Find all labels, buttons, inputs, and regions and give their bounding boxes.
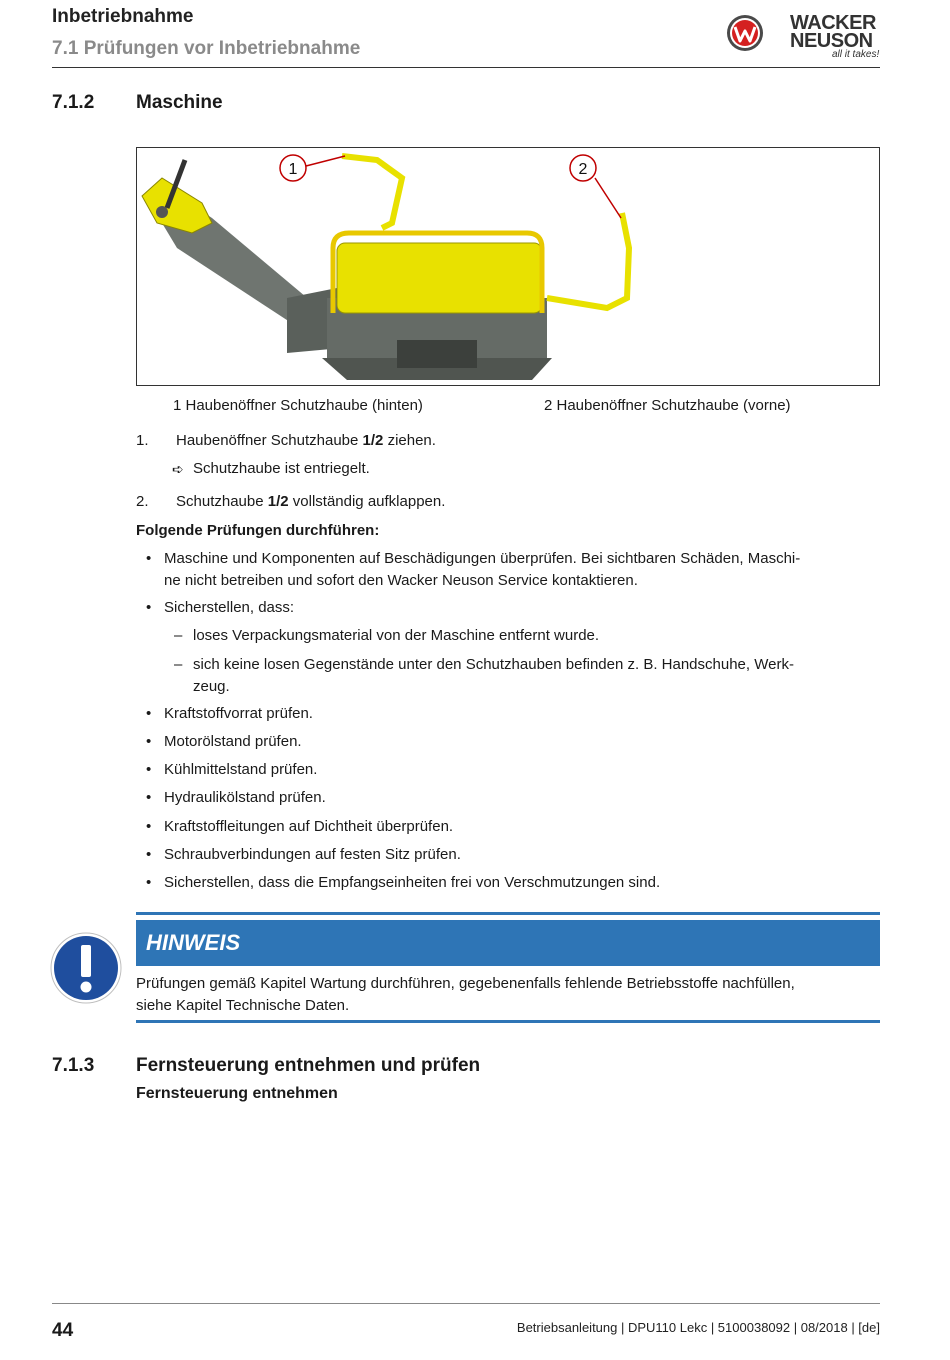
bullet-item-ensure: Sicherstellen, dass: [164, 599, 295, 616]
bullet-item-screws: Schraubverbindungen auf festen Sitz prüfen. [164, 846, 461, 863]
bullet-damage-line-1: Maschine und Komponenten auf Beschädigungen überprüfen. Bei sichtbaren Schäden, Maschi- [164, 550, 801, 567]
machine-illustration [137, 148, 879, 385]
bullet-symbol: • [146, 733, 152, 750]
bullet-item-engine-oil: Motorölstand prüfen. [164, 733, 302, 750]
note-text-line-1: Prüfungen gemäß Kapitel Wartung durchführen, gegebenenfalls fehlende Betriebsstoffe nachfüllen, [136, 975, 795, 992]
figure-caption-2: 2 Haubenöffner Schutzhaube (vorne) [544, 397, 791, 414]
callout-label-1: 1 [288, 161, 298, 178]
step-2-post: vollständig aufklappen. [288, 493, 446, 510]
bullet-damage-line-2: ne nicht betreiben und sofort den Wacker Neuson Service kontaktieren. [164, 572, 638, 589]
note-text-line-2: siehe Kapitel Technische Daten. [136, 997, 350, 1014]
note-title-band [136, 920, 880, 966]
checks-heading: Folgende Prüfungen durchführen: [136, 522, 380, 539]
exclamation-mandatory-icon [50, 932, 122, 1004]
hood-opener-front [547, 213, 629, 308]
bullet-symbol: • [146, 550, 152, 567]
engine-unit [397, 340, 477, 368]
bullet-symbol: • [146, 599, 152, 616]
dash-loose-line-1: sich keine losen Gegenstände unter den Schutzhauben befinden z. B. Handschuhe, Werk- [193, 656, 794, 673]
callout-leader-1 [306, 156, 345, 166]
bullet-item-fuel-lines: Kraftstoffleitungen auf Dichtheit überprüfen. [164, 818, 454, 835]
step-text-1 [176, 430, 436, 452]
bullet-item-fuel: Kraftstoffvorrat prüfen. [164, 705, 313, 722]
logo-line-1: WACKER [790, 12, 876, 34]
section-title: 7.1 Prüfungen vor Inbetriebnahme [52, 38, 361, 59]
callout-label-2: 2 [578, 161, 588, 178]
dash-symbol: – [174, 656, 183, 673]
bullet-symbol: • [146, 846, 152, 863]
header-divider [52, 67, 880, 68]
machine-figure [136, 147, 880, 386]
step-2-ref: 1/2 [267, 493, 289, 510]
step-1-pre: Haubenöffner Schutzhaube [176, 432, 363, 449]
result-arrow-icon: ➪ [172, 461, 184, 477]
figure-caption-1: 1 Haubenöffner Schutzhaube (hinten) [173, 397, 423, 414]
dash-item-packaging: loses Verpackungsmaterial von der Maschine entfernt wurde. [193, 627, 600, 644]
page-number: 44 [52, 1320, 74, 1341]
protective-hood [337, 243, 542, 313]
wacker-neuson-logo-icon [726, 14, 764, 52]
footer-divider [52, 1303, 880, 1304]
bullet-item-receivers: Sicherstellen, dass die Empfangseinheiten frei von Verschmutzungen sind. [164, 874, 661, 891]
bullet-symbol: • [146, 761, 152, 778]
dash-item-loose-objects [193, 654, 873, 698]
result-text: Schutzhaube ist entriegelt. [193, 460, 370, 477]
step-number-2: 2. [136, 493, 149, 510]
callout-leader-2 [595, 178, 621, 218]
chapter-title: Inbetriebnahme [52, 6, 194, 27]
section-heading: Fernsteuerung entnehmen und prüfen [136, 1055, 481, 1076]
note-title: HINWEIS [146, 930, 241, 955]
sub-heading: Fernsteuerung entnehmen [136, 1085, 338, 1102]
step-1-ref: 1/2 [362, 432, 384, 449]
handle-knob [156, 206, 168, 218]
step-number-1: 1. [136, 432, 149, 449]
bullet-symbol: • [146, 818, 152, 835]
note-top-rule [136, 912, 880, 915]
bullet-item-coolant: Kühlmittelstand prüfen. [164, 761, 318, 778]
bullet-item-damage [164, 548, 876, 592]
dash-symbol: – [174, 627, 183, 644]
bullet-item-hydraulic: Hydraulikölstand prüfen. [164, 789, 326, 806]
note-text [136, 973, 880, 1017]
section-heading: Maschine [136, 92, 223, 113]
section-number: 7.1.3 [52, 1055, 95, 1076]
logo-tagline: all it takes! [832, 49, 880, 60]
note-bottom-rule [136, 1020, 880, 1023]
step-2-pre: Schutzhaube [176, 493, 268, 510]
section-number: 7.1.2 [52, 92, 95, 113]
step-text-2 [176, 491, 445, 513]
bullet-symbol: • [146, 874, 152, 891]
brand-logo [790, 14, 876, 50]
bullet-symbol: • [146, 705, 152, 722]
bullet-symbol: • [146, 789, 152, 806]
hood-opener-rear [342, 156, 402, 228]
step-1-post: ziehen. [383, 432, 436, 449]
dash-loose-line-2: zeug. [193, 678, 230, 695]
logo-line-2: NEUSON [790, 30, 873, 52]
document-info: Betriebsanleitung | DPU110 Lekc | 5100038092 | 08/2018 | [de] [516, 1320, 880, 1335]
